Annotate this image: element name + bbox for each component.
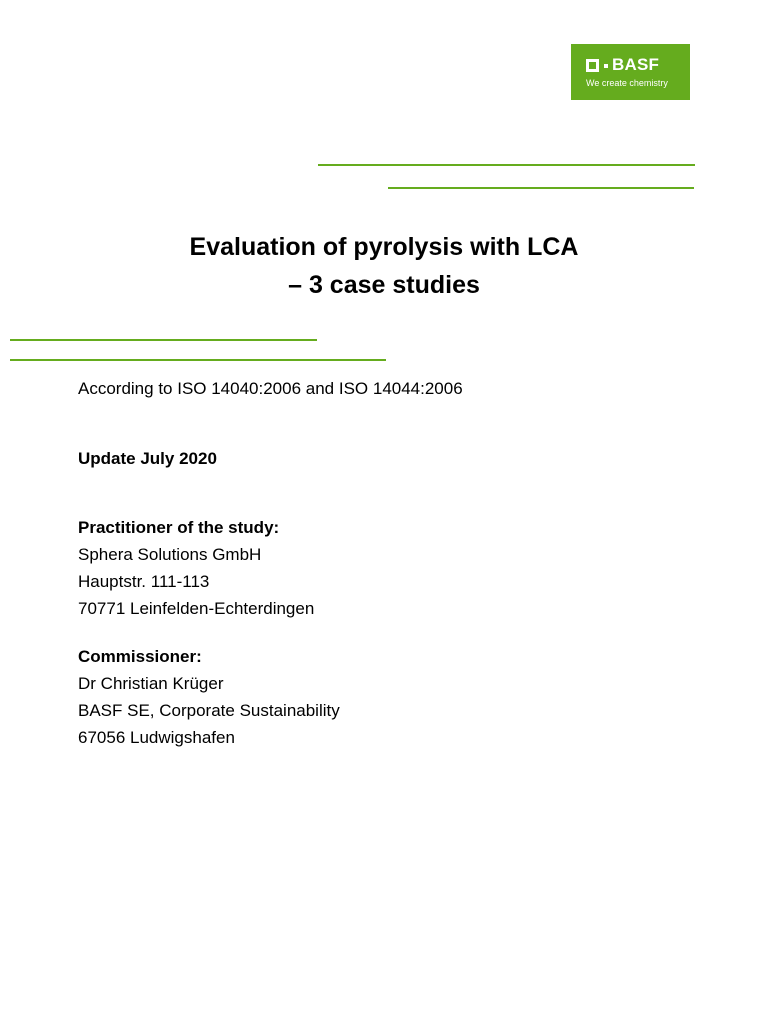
basf-logo [571, 44, 690, 100]
practitioner-name: Sphera Solutions GmbH [78, 545, 262, 564]
practitioner-heading: Practitioner of the study: [78, 518, 280, 537]
commissioner-city: 67056 Ludwigshafen [78, 728, 235, 747]
logo-tagline: We create chemistry [586, 78, 668, 88]
document-title [0, 228, 768, 304]
divider-line [318, 164, 695, 166]
practitioner-street: Hauptstr. 111-113 [78, 572, 210, 591]
commissioner-heading: Commissioner: [78, 647, 202, 666]
commissioner-company: BASF SE, Corporate Sustainability [78, 701, 340, 720]
divider-line [10, 339, 317, 341]
logo-square-icon [586, 59, 599, 72]
divider-line [10, 359, 386, 361]
logo-dot-icon [604, 64, 608, 68]
practitioner-city: 70771 Leinfelden-Echterdingen [78, 599, 315, 618]
divider-line [388, 187, 694, 189]
title-line-2: – 3 case studies [288, 271, 480, 299]
standard-reference: According to ISO 14040:2006 and ISO 14044:2006 [78, 379, 463, 398]
title-line-1: Evaluation of pyrolysis with LCA [189, 233, 579, 261]
update-date: Update July 2020 [78, 449, 217, 468]
logo-wordmark: BASF [612, 55, 660, 74]
commissioner-name: Dr Christian Krüger [78, 674, 224, 693]
